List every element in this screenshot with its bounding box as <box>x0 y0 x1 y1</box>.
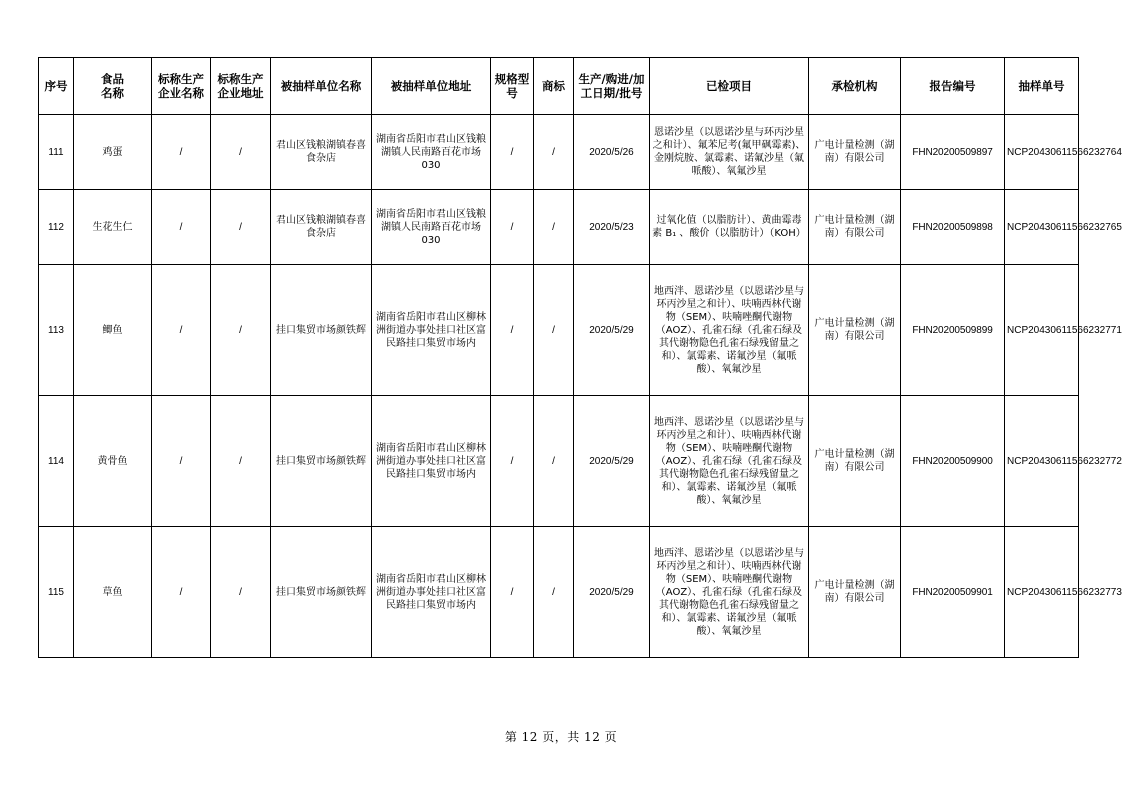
cell-lab: 广电计量检测（湖南）有限公司 <box>809 527 901 658</box>
cell-sampled-name: 挂口集贸市场颜铁辉 <box>271 396 372 527</box>
cell-food: 黄骨鱼 <box>74 396 152 527</box>
header-row <box>39 58 1079 115</box>
header-brand: 商标 <box>534 58 574 115</box>
sampling-results-table <box>38 57 1122 658</box>
cell-spec: / <box>491 190 534 265</box>
cell-items: 地西泮、恩诺沙星（以恩诺沙星与环丙沙星之和计）、呋喃西林代谢物（SEM）、呋喃唑酮代谢物（AOZ）、孔雀石绿（孔雀石绿及其代谢物隐色孔雀石绿残留量之和）、氯霉素、诺氟沙星（氟哌酸）、氧氟沙星 <box>650 265 809 396</box>
cell-date: 2020/5/29 <box>574 265 650 396</box>
cell-sample-no: NCP20430611566232764 <box>1005 115 1079 190</box>
cell-report-no: FHN20200509900 <box>901 396 1005 527</box>
cell-spec: / <box>491 396 534 527</box>
cell-mfr-addr: / <box>211 527 271 658</box>
table-row <box>39 527 1079 658</box>
cell-sampled-name: 挂口集贸市场颜铁辉 <box>271 265 372 396</box>
header-items: 已检项目 <box>650 58 809 115</box>
cell-lab: 广电计量检测（湖南）有限公司 <box>809 115 901 190</box>
page-footer: 第 12 页，共 12 页 <box>504 730 618 744</box>
header-sample-no: 抽样单号 <box>1005 58 1079 115</box>
cell-lab: 广电计量检测（湖南）有限公司 <box>809 396 901 527</box>
cell-report-no: FHN20200509898 <box>901 190 1005 265</box>
table-row <box>39 396 1079 527</box>
cell-mfr-addr: / <box>211 115 271 190</box>
cell-date: 2020/5/29 <box>574 527 650 658</box>
header-mfr-addr: 标称生产企业地址 <box>211 58 271 115</box>
table-row <box>39 115 1079 190</box>
header-spec: 规格型号 <box>491 58 534 115</box>
cell-mfr-addr: / <box>211 396 271 527</box>
cell-seq: 111 <box>39 115 74 190</box>
cell-mfr-name: / <box>152 527 211 658</box>
cell-sampled-name: 君山区钱粮湖镇春喜食杂店 <box>271 190 372 265</box>
cell-sampled-name: 君山区钱粮湖镇春喜食杂店 <box>271 115 372 190</box>
cell-seq: 114 <box>39 396 74 527</box>
cell-sampled-addr: 湖南省岳阳市君山区柳林洲街道办事处挂口社区富民路挂口集贸市场内 <box>372 396 491 527</box>
table-row <box>39 265 1079 396</box>
cell-date: 2020/5/26 <box>574 115 650 190</box>
cell-report-no: FHN20200509897 <box>901 115 1005 190</box>
cell-date: 2020/5/23 <box>574 190 650 265</box>
header-sampled-name: 被抽样单位名称 <box>271 58 372 115</box>
cell-sample-no: NCP20430611566232773 <box>1005 527 1079 658</box>
cell-brand: / <box>534 265 574 396</box>
header-report-no: 报告编号 <box>901 58 1005 115</box>
cell-sampled-addr: 湖南省岳阳市君山区钱粮湖镇人民南路百花市场030 <box>372 115 491 190</box>
cell-seq: 113 <box>39 265 74 396</box>
cell-mfr-addr: / <box>211 190 271 265</box>
cell-food: 生花生仁 <box>74 190 152 265</box>
cell-seq: 115 <box>39 527 74 658</box>
cell-mfr-name: / <box>152 396 211 527</box>
cell-items: 恩诺沙星（以恩诺沙星与环丙沙星之和计）、氟苯尼考(氟甲砜霉素)、金刚烷胺、氯霉素、诺氟沙星（氟哌酸）、氧氟沙星 <box>650 115 809 190</box>
cell-mfr-name: / <box>152 190 211 265</box>
cell-food: 鲫鱼 <box>74 265 152 396</box>
cell-sample-no: NCP20430611566232771 <box>1005 265 1079 396</box>
cell-brand: / <box>534 190 574 265</box>
header-sampled-addr: 被抽样单位地址 <box>372 58 491 115</box>
cell-sample-no: NCP20430611566232772 <box>1005 396 1079 527</box>
cell-spec: / <box>491 115 534 190</box>
cell-sampled-name: 挂口集贸市场颜铁辉 <box>271 527 372 658</box>
cell-sampled-addr: 湖南省岳阳市君山区柳林洲街道办事处挂口社区富民路挂口集贸市场内 <box>372 265 491 396</box>
cell-brand: / <box>534 527 574 658</box>
cell-mfr-name: / <box>152 115 211 190</box>
cell-spec: / <box>491 265 534 396</box>
table-row <box>39 190 1079 265</box>
cell-mfr-name: / <box>152 265 211 396</box>
cell-sampled-addr: 湖南省岳阳市君山区钱粮湖镇人民南路百花市场030 <box>372 190 491 265</box>
header-lab: 承检机构 <box>809 58 901 115</box>
cell-lab: 广电计量检测（湖南）有限公司 <box>809 190 901 265</box>
cell-sample-no: NCP20430611566232765 <box>1005 190 1079 265</box>
header-date: 生产/购进/加工日期/批号 <box>574 58 650 115</box>
cell-lab: 广电计量检测（湖南）有限公司 <box>809 265 901 396</box>
cell-brand: / <box>534 115 574 190</box>
cell-brand: / <box>534 396 574 527</box>
header-food: 食品 名称 <box>74 58 152 115</box>
cell-report-no: FHN20200509899 <box>901 265 1005 396</box>
cell-food: 草鱼 <box>74 527 152 658</box>
cell-mfr-addr: / <box>211 265 271 396</box>
cell-items: 过氧化值（以脂肪计）、黄曲霉毒素 B₁ 、酸价（以脂肪计）（KOH） <box>650 190 809 265</box>
header-mfr-name: 标称生产企业名称 <box>152 58 211 115</box>
cell-spec: / <box>491 527 534 658</box>
cell-seq: 112 <box>39 190 74 265</box>
header-seq: 序号 <box>39 58 74 115</box>
cell-report-no: FHN20200509901 <box>901 527 1005 658</box>
cell-date: 2020/5/29 <box>574 396 650 527</box>
cell-sampled-addr: 湖南省岳阳市君山区柳林洲街道办事处挂口社区富民路挂口集贸市场内 <box>372 527 491 658</box>
cell-items: 地西泮、恩诺沙星（以恩诺沙星与环丙沙星之和计）、呋喃西林代谢物（SEM）、呋喃唑酮代谢物（AOZ）、孔雀石绿（孔雀石绿及其代谢物隐色孔雀石绿残留量之和）、氯霉素、诺氟沙星（氟哌酸）、氧氟沙星 <box>650 396 809 527</box>
cell-food: 鸡蛋 <box>74 115 152 190</box>
cell-items: 地西泮、恩诺沙星（以恩诺沙星与环丙沙星之和计）、呋喃西林代谢物（SEM）、呋喃唑酮代谢物（AOZ）、孔雀石绿（孔雀石绿及其代谢物隐色孔雀石绿残留量之和）、氯霉素、诺氟沙星（氟哌酸）、氧氟沙星 <box>650 527 809 658</box>
